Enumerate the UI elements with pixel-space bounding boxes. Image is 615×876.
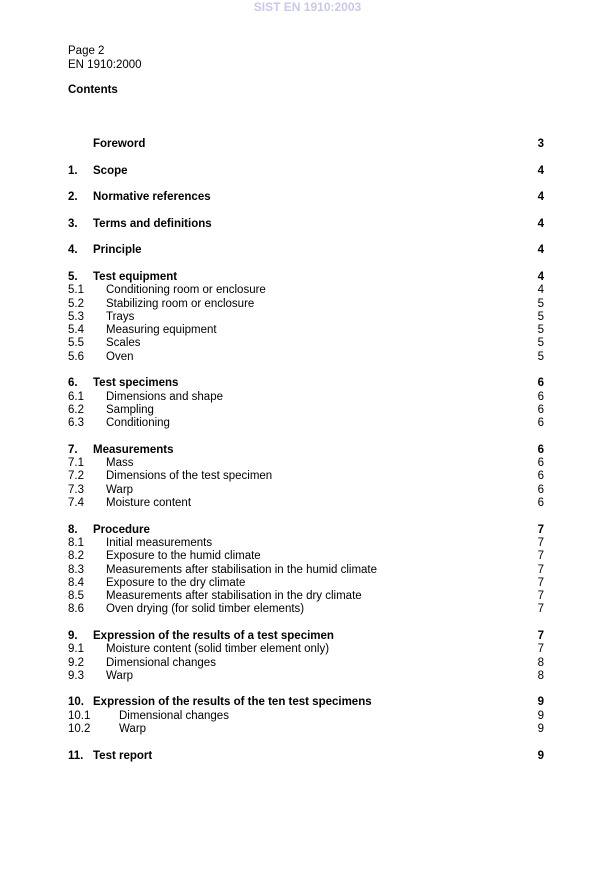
entry-page: 7: [537, 643, 544, 656]
toc-subentry[interactable]: [68, 657, 544, 670]
entry-number: 11.: [68, 749, 84, 762]
entry-page: 7: [537, 590, 544, 603]
entry-number: 6.: [68, 377, 78, 390]
entry-page: 6: [537, 497, 544, 510]
page-header: [68, 44, 142, 72]
entry-number: 8.3: [68, 563, 84, 576]
toc-entry[interactable]: [68, 630, 544, 643]
toc-subentry[interactable]: [68, 497, 544, 510]
toc-entry[interactable]: [68, 524, 544, 537]
toc-subentry[interactable]: [68, 564, 544, 577]
entry-number: 8.2: [68, 550, 84, 563]
toc-entry[interactable]: [68, 191, 544, 204]
toc-subentry[interactable]: [68, 484, 544, 497]
toc-subentry[interactable]: [68, 590, 544, 603]
entry-title: Expression of the results of a test specimen: [93, 629, 334, 642]
entry-number: 4.: [68, 244, 78, 257]
entry-page: 9: [537, 696, 544, 709]
entry-number: 8.: [68, 523, 78, 536]
toc-entry[interactable]: [68, 165, 544, 178]
entry-number: 2.: [68, 191, 78, 204]
toc-subentry[interactable]: [68, 537, 544, 550]
contents-heading: Contents: [68, 84, 118, 96]
entry-number: 5.5: [68, 337, 84, 350]
entry-title: Measuring equipment: [106, 324, 217, 337]
entry-number: [68, 138, 93, 151]
entry-number: 7.3: [68, 483, 84, 496]
toc-subentry[interactable]: [68, 351, 544, 364]
toc-section: [68, 191, 544, 204]
entry-title: Conditioning room or enclosure: [106, 284, 266, 297]
entry-page: 9: [537, 749, 544, 762]
toc-section: [68, 630, 544, 683]
toc-subentry[interactable]: [68, 603, 544, 616]
entry-title: Stabilizing room or enclosure: [106, 297, 255, 310]
entry-title: Test equipment: [93, 270, 178, 283]
toc-subentry[interactable]: [68, 577, 544, 590]
toc-subentry[interactable]: [68, 723, 544, 736]
entry-number: 5.6: [68, 350, 84, 363]
entry-number: 6.2: [68, 403, 84, 416]
entry-page: 7: [537, 523, 544, 536]
entry-title: Moisture content (solid timber element only): [106, 643, 330, 656]
toc-subentry[interactable]: [68, 404, 544, 417]
standard-id: EN 1910:2000: [68, 59, 142, 71]
entry-page: 7: [537, 603, 544, 616]
entry-page: 7: [537, 550, 544, 563]
entry-title: Dimensional changes: [119, 709, 229, 722]
toc-section: [68, 165, 544, 178]
entry-title: Oven: [106, 350, 134, 363]
entry-number: 8.4: [68, 576, 84, 589]
entry-page: 5: [537, 324, 544, 337]
entry-page: 3: [537, 138, 544, 150]
entry-number: 10.2: [68, 723, 91, 736]
entry-title: Foreword: [93, 138, 146, 150]
toc-entry[interactable]: [68, 244, 544, 257]
entry-title: Dimensions and shape: [106, 390, 223, 403]
entry-title: Initial measurements: [106, 536, 213, 549]
toc-entry[interactable]: [68, 138, 544, 151]
entry-title: Expression of the results of the ten test specimens: [93, 696, 372, 709]
entry-title: Warp: [119, 723, 147, 736]
entry-page: 4: [537, 164, 544, 177]
toc-subentry[interactable]: [68, 324, 544, 337]
toc-entry[interactable]: [68, 218, 544, 231]
entry-page: 7: [537, 629, 544, 642]
entry-page: 6: [537, 403, 544, 416]
entry-number: 3.: [68, 217, 78, 230]
entry-page: 6: [537, 457, 544, 470]
entry-title: Trays: [106, 310, 135, 323]
toc-subentry[interactable]: [68, 550, 544, 563]
entry-page: 4: [537, 217, 544, 230]
toc-subentry[interactable]: [68, 337, 544, 350]
entry-page: 7: [537, 563, 544, 576]
page-number: Page 2: [68, 45, 105, 57]
toc-entry[interactable]: [68, 377, 544, 390]
entry-title: Oven drying (for solid timber elements): [106, 603, 305, 616]
toc-section: [68, 218, 544, 231]
entry-page: 5: [537, 297, 544, 310]
entry-page: 8: [537, 669, 544, 682]
entry-number: 8.5: [68, 590, 84, 603]
entry-page: 6: [537, 483, 544, 496]
entry-page: 4: [537, 244, 544, 257]
watermark: SIST EN 1910:2003: [253, 0, 362, 14]
toc-section: [68, 696, 544, 736]
entry-page: 7: [537, 576, 544, 589]
entry-title: Conditioning: [106, 417, 170, 430]
toc-subentry[interactable]: [68, 298, 544, 311]
entry-page: 9: [537, 709, 544, 722]
toc-subentry[interactable]: [68, 391, 544, 404]
toc-subentry[interactable]: [68, 670, 544, 683]
toc-subentry[interactable]: [68, 643, 544, 656]
table-of-contents: [68, 138, 544, 763]
entry-title: Sampling: [106, 403, 154, 416]
entry-number: 7.: [68, 443, 78, 456]
entry-number: 9.3: [68, 669, 84, 682]
toc-section: [68, 524, 544, 617]
entry-title: Test specimens: [93, 377, 179, 390]
entry-title: Terms and definitions: [93, 217, 212, 230]
toc-entry[interactable]: [68, 271, 544, 284]
entry-page: 4: [537, 284, 544, 297]
entry-number: 7.4: [68, 497, 84, 510]
entry-title: Exposure to the dry climate: [106, 576, 246, 589]
entry-title: Mass: [106, 457, 134, 470]
entry-number: 6.3: [68, 417, 84, 430]
entry-page: 5: [537, 350, 544, 363]
entry-title: Dimensions of the test specimen: [106, 470, 273, 483]
toc-subentry[interactable]: [68, 710, 544, 723]
entry-title: Scope: [93, 164, 128, 177]
toc-subentry[interactable]: [68, 470, 544, 483]
entry-page: 7: [537, 536, 544, 549]
entry-title: Measurements: [93, 443, 174, 456]
entry-number: 10.1: [68, 709, 91, 722]
entry-number: 5.: [68, 270, 78, 283]
toc-section: [68, 444, 544, 510]
entry-number: 10.: [68, 696, 84, 709]
entry-number: 9.1: [68, 643, 84, 656]
entry-page: 5: [537, 337, 544, 350]
entry-page: 8: [537, 656, 544, 669]
entry-number: 8.6: [68, 603, 84, 616]
entry-number: 5.1: [68, 284, 84, 297]
toc-section: [68, 377, 544, 430]
entry-page: 6: [537, 417, 544, 430]
toc-entry[interactable]: [68, 444, 544, 457]
entry-title: Warp: [106, 483, 134, 496]
entry-number: 7.2: [68, 470, 84, 483]
entry-number: 5.3: [68, 310, 84, 323]
entry-page: 4: [537, 191, 544, 204]
entry-title: Measurements after stabilisation in the humid climate: [106, 563, 378, 576]
entry-page: 9: [537, 723, 544, 736]
entry-number: 9.2: [68, 656, 84, 669]
entry-page: 6: [537, 377, 544, 390]
entry-title: Scales: [106, 337, 141, 350]
entry-title: Warp: [106, 669, 134, 682]
entry-number: 5.4: [68, 324, 84, 337]
toc-subentry[interactable]: [68, 417, 544, 430]
entry-page: 5: [537, 310, 544, 323]
toc-entry[interactable]: [68, 750, 544, 763]
entry-page: 4: [537, 270, 544, 283]
toc-subentry[interactable]: [68, 284, 544, 297]
toc-section: [68, 244, 544, 257]
entry-number: 8.1: [68, 536, 84, 549]
entry-number: 6.1: [68, 390, 84, 403]
entry-number: 9.: [68, 629, 78, 642]
entry-number: 5.2: [68, 297, 84, 310]
entry-title: Normative references: [93, 191, 211, 204]
entry-title: Test report: [93, 749, 153, 762]
toc-section: [68, 271, 544, 364]
entry-page: 6: [537, 470, 544, 483]
entry-page: 6: [537, 390, 544, 403]
entry-title: Dimensional changes: [106, 656, 216, 669]
toc-subentry[interactable]: [68, 311, 544, 324]
entry-number: 7.1: [68, 457, 84, 470]
entry-title: Moisture content: [106, 497, 192, 510]
toc-section: [68, 750, 544, 763]
entry-title: Measurements after stabilisation in the dry climate: [106, 590, 362, 603]
entry-number: 1.: [68, 164, 78, 177]
entry-title: Principle: [93, 244, 142, 257]
entry-title: Exposure to the humid climate: [106, 550, 261, 563]
toc-subentry[interactable]: [68, 457, 544, 470]
toc-section: [68, 138, 544, 151]
toc-entry[interactable]: [68, 696, 544, 709]
entry-title: Procedure: [93, 523, 150, 536]
entry-page: 6: [537, 443, 544, 456]
